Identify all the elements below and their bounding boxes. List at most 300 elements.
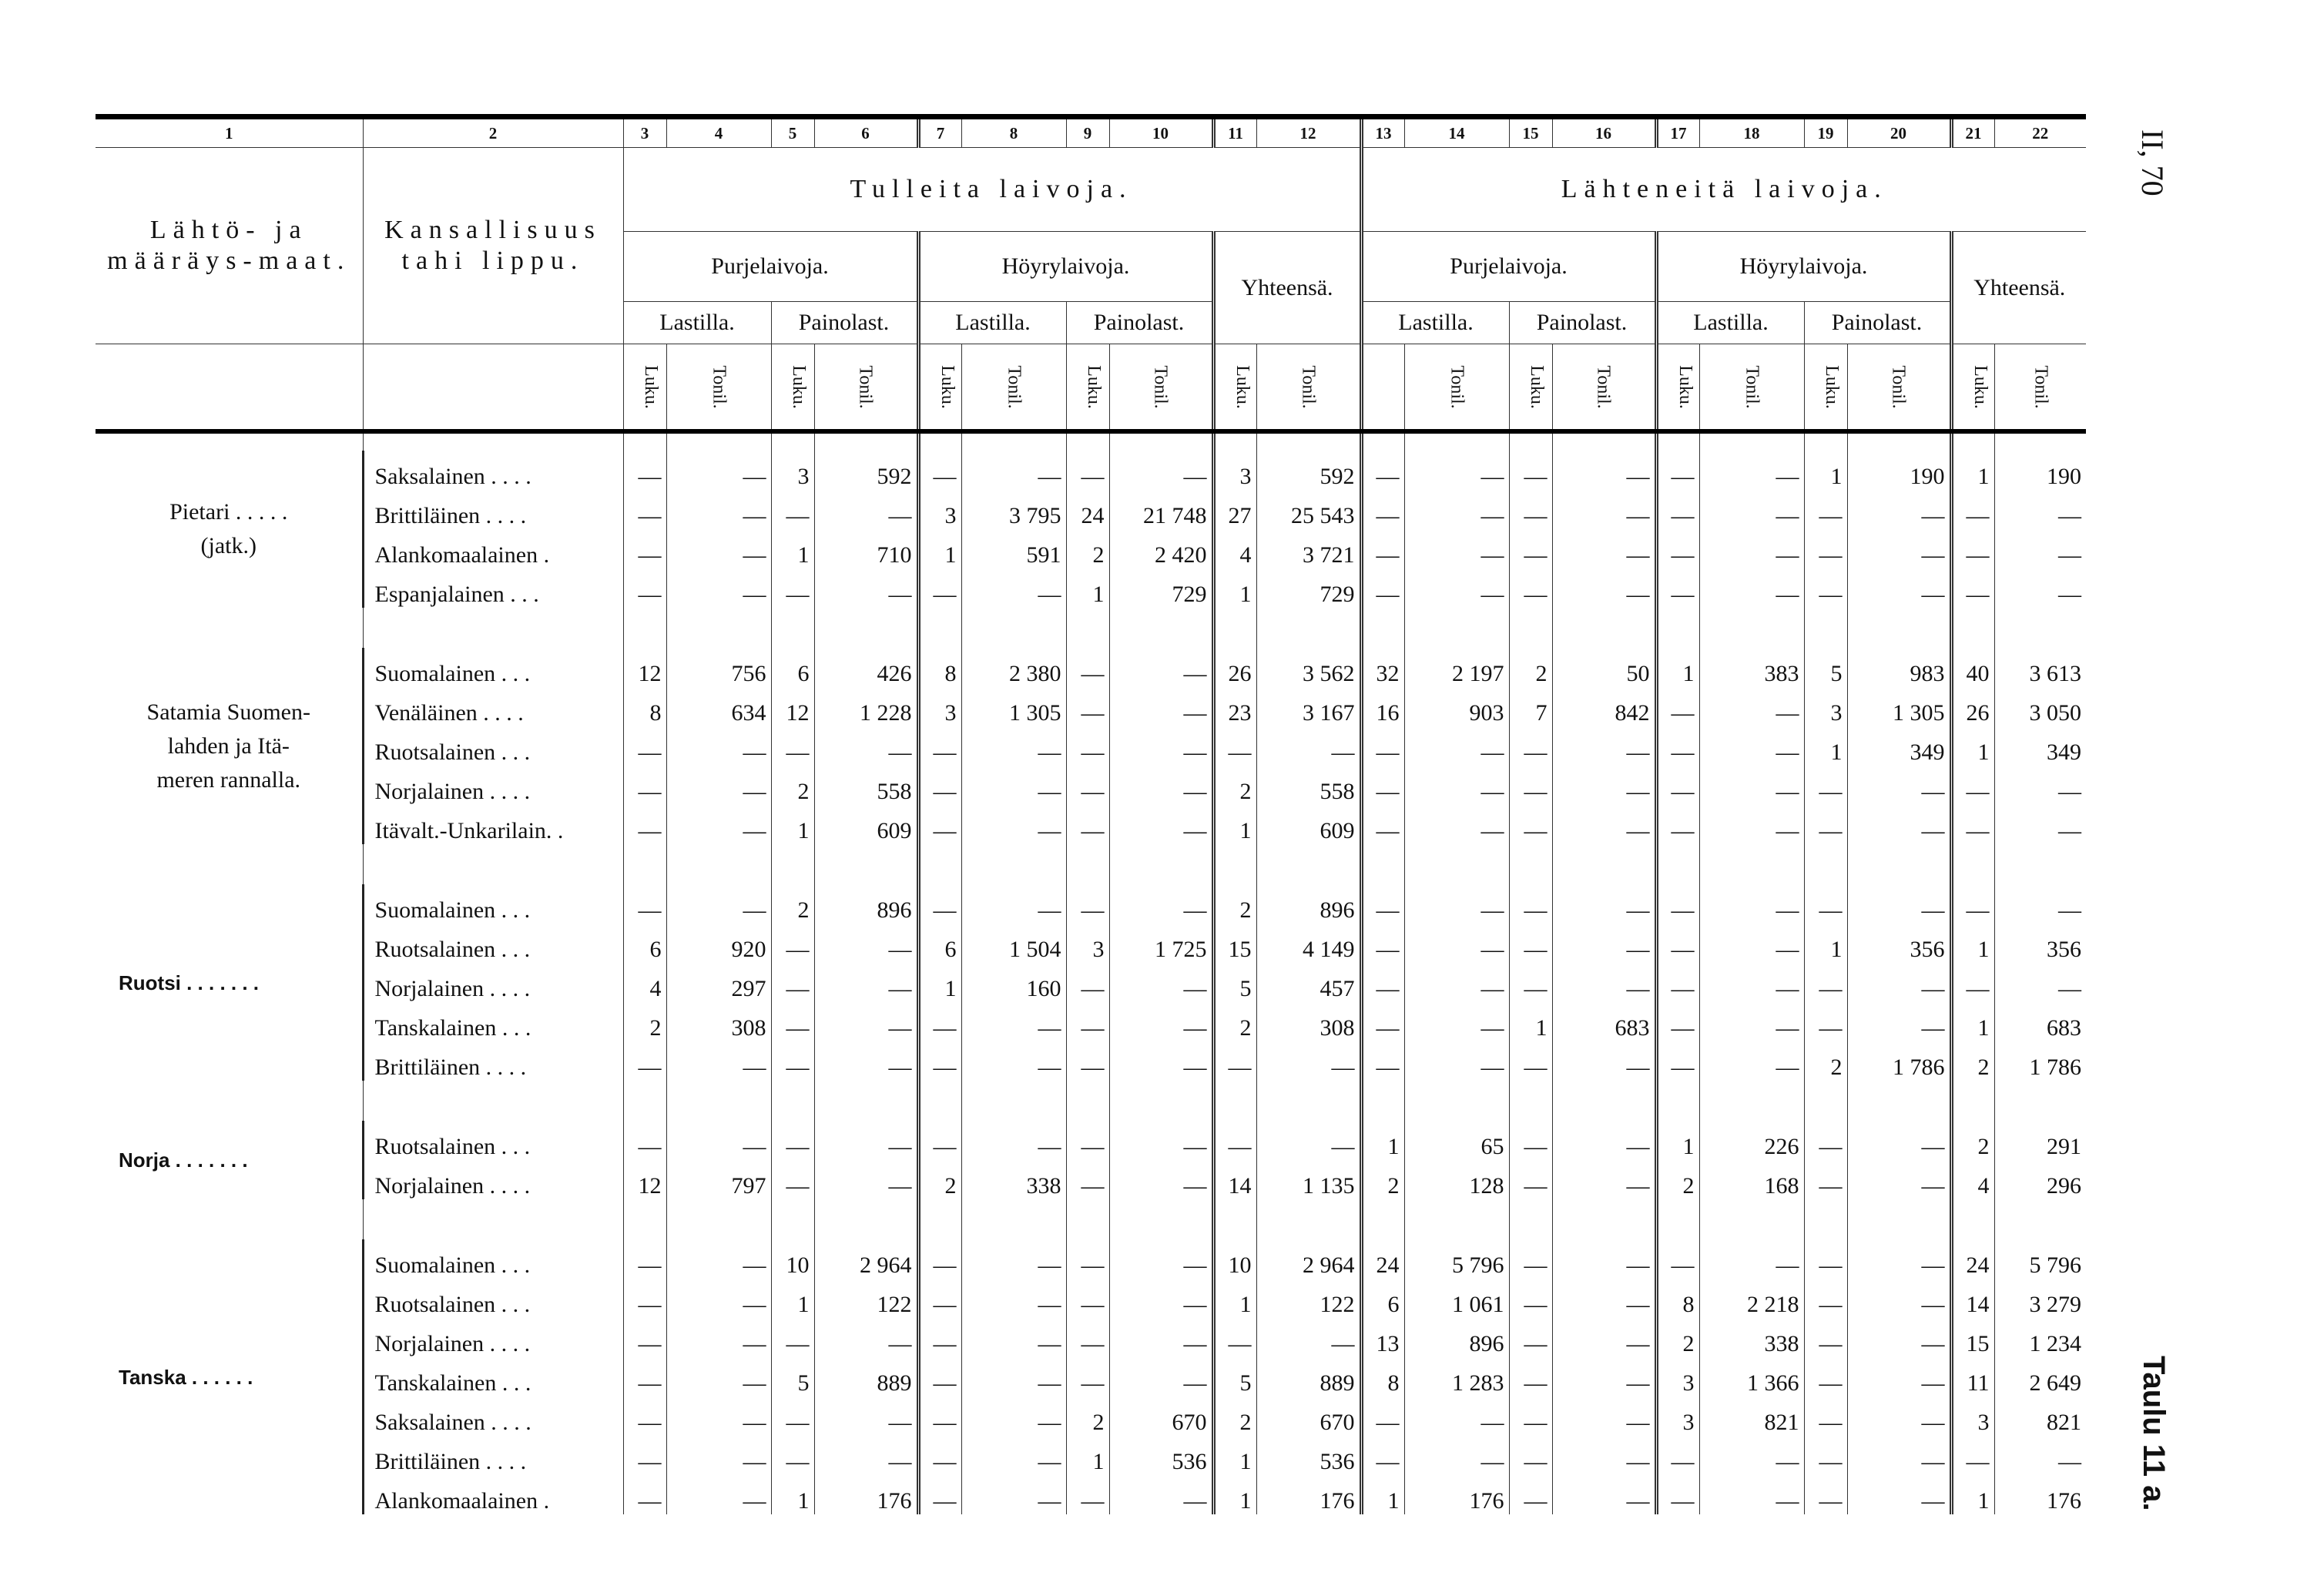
tons-cell: —: [1404, 924, 1509, 963]
tons-cell: —: [2058, 897, 2081, 923]
count-cell: 26: [1951, 687, 1994, 726]
tons-cell: —: [1256, 1121, 1361, 1160]
count-cell: 1: [1213, 568, 1256, 608]
count-cell: 3: [1656, 1396, 1699, 1436]
tons-cell: 338: [961, 1160, 1066, 1199]
table-row: [96, 687, 2086, 726]
tons-cell: 729: [1109, 568, 1213, 608]
spacer-cell: [1256, 608, 1361, 648]
count-cell: 2: [1509, 648, 1552, 687]
count-cell: —: [1656, 1002, 1699, 1041]
tons-cell: —: [1699, 1239, 1804, 1279]
spacer-cell: [1361, 608, 1404, 648]
tons-cell: 2 218: [1699, 1279, 1804, 1318]
total-header: Yhteensä.: [1951, 232, 2086, 344]
spacer-cell: [1994, 1199, 2086, 1239]
count-cell: —: [1509, 805, 1552, 844]
count-cell: —: [1656, 451, 1699, 490]
count-unit-label: Luku.: [1232, 364, 1252, 409]
tons-cell: —: [1699, 1436, 1804, 1475]
count-cell: 4: [1213, 529, 1256, 568]
flag-nationality: Alankomaalainen .: [363, 529, 623, 568]
count-cell: —: [1951, 529, 1994, 568]
tons-cell: 558: [814, 766, 918, 805]
count-cell: —: [623, 529, 666, 568]
count-cell: 1: [1951, 924, 1994, 963]
tons-cell: —: [814, 1041, 918, 1081]
count-cell: —: [918, 1002, 961, 1041]
count-cell: —: [918, 1396, 961, 1436]
tons-cell: —: [1404, 568, 1509, 608]
tons-cell: —: [814, 1002, 918, 1041]
count-cell: 1: [1066, 568, 1109, 608]
count-cell: —: [1804, 1475, 1847, 1514]
sail-header: Purjelaivoja.: [623, 232, 918, 302]
count-cell: —: [623, 1239, 666, 1279]
table-reference: Taulu 11 a.: [2137, 1356, 2171, 1511]
tons-unit-header: [1552, 344, 1656, 432]
tons-cell: —: [1404, 805, 1509, 844]
count-cell: —: [1509, 451, 1552, 490]
spacer-cell: [1804, 608, 1847, 648]
spacer-cell: [814, 1081, 918, 1121]
tons-unit-header: [1256, 344, 1361, 432]
tons-unit-label: Tonil.: [1004, 364, 1024, 409]
table-row: [96, 1160, 2086, 1199]
count-unit-label: Luku.: [788, 364, 809, 409]
tons-cell: 4 149: [1256, 924, 1361, 963]
tons-cell: —: [1256, 1318, 1361, 1357]
tons-cell: 176: [1404, 1475, 1509, 1514]
spacer-cell: [1994, 608, 2086, 648]
count-cell: —: [1509, 766, 1552, 805]
spacer-cell: [1699, 1081, 1804, 1121]
count-cell: —: [1656, 726, 1699, 766]
tons-cell: —: [1847, 1318, 1951, 1357]
origin-country: Norja . . . . . . .: [96, 1121, 363, 1199]
count-cell: 14: [1951, 1279, 1994, 1318]
tons-cell: 683: [1552, 1002, 1656, 1041]
tons-cell: 842: [1552, 687, 1656, 726]
tons-cell: —: [1847, 1436, 1951, 1475]
count-cell: —: [1804, 529, 1847, 568]
section-spacer: [96, 431, 2086, 451]
tons-cell: —: [1847, 1121, 1951, 1160]
tons-unit-header: [1847, 344, 1951, 432]
tons-cell: —: [1552, 1396, 1656, 1436]
spacer-cell: [623, 844, 666, 884]
tons-cell: —: [1256, 1041, 1361, 1081]
section-spacer: [96, 1081, 2086, 1121]
tons-cell: —: [1552, 451, 1656, 490]
tons-cell: —: [1847, 884, 1951, 924]
tons-cell: —: [814, 963, 918, 1002]
tons-cell: —: [961, 805, 1066, 844]
count-unit-header: [771, 344, 814, 432]
table-row: [96, 1396, 2086, 1436]
spacer-cell: [96, 1199, 363, 1239]
count-cell: —: [1804, 1002, 1847, 1041]
count-cell: —: [1066, 1318, 1109, 1357]
tons-cell: 2 380: [961, 648, 1066, 687]
tons-cell: —: [1699, 924, 1804, 963]
arrived-header: Tulleita laivoja.: [623, 148, 1361, 232]
count-cell: 23: [1213, 687, 1256, 726]
spacer-cell: [666, 1081, 771, 1121]
steam-header: Höyrylaivoja.: [918, 232, 1213, 302]
spacer-cell: [771, 1081, 814, 1121]
tons-cell: —: [814, 924, 918, 963]
count-cell: 1: [1951, 1002, 1994, 1041]
tons-cell: —: [1404, 963, 1509, 1002]
count-cell: 8: [1361, 1357, 1404, 1396]
flag-nationality: Ruotsalainen . . .: [363, 1279, 623, 1318]
tons-cell: 591: [961, 529, 1066, 568]
spacer-cell: [1213, 608, 1256, 648]
count-cell: —: [1656, 1239, 1699, 1279]
spacer-cell: [1256, 844, 1361, 884]
count-cell: 1: [1066, 1436, 1109, 1475]
table-body: [96, 431, 2086, 1514]
spacer-cell: [814, 1199, 918, 1239]
tons-cell: —: [961, 1239, 1066, 1279]
count-cell: —: [1361, 1436, 1404, 1475]
tons-cell: 896: [1256, 884, 1361, 924]
count-cell: —: [1804, 805, 1847, 844]
flag-nationality: Tanskalainen . . .: [363, 1002, 623, 1041]
spacer-cell: [1066, 431, 1109, 451]
count-cell: —: [1066, 1475, 1109, 1514]
section-spacer: [96, 1199, 2086, 1239]
count-cell: —: [1951, 490, 1994, 529]
count-cell: 12: [623, 1160, 666, 1199]
count-cell: —: [918, 726, 961, 766]
tons-cell: 536: [1109, 1436, 1213, 1475]
tons-cell: 729: [1256, 568, 1361, 608]
tons-cell: —: [666, 1041, 771, 1081]
spacer-cell: [1361, 1199, 1404, 1239]
count-cell: 2: [1951, 1041, 1994, 1081]
count-unit-label: Luku.: [1821, 364, 1842, 409]
spacer-cell: [1066, 1081, 1109, 1121]
tons-cell: —: [666, 805, 771, 844]
spacer-cell: [1256, 431, 1361, 451]
origin-country: Satamia Suomen- lahden ja Itä- meren rannalla.: [96, 648, 363, 844]
tons-cell: —: [814, 726, 918, 766]
count-cell: 1: [771, 805, 814, 844]
table-row: [96, 1436, 2086, 1475]
column-number: 13: [1361, 117, 1404, 148]
column-number: 18: [1699, 117, 1804, 148]
tons-cell: —: [1404, 1002, 1509, 1041]
count-cell: —: [1509, 1436, 1552, 1475]
spacer-cell: [1404, 608, 1509, 648]
flag-nationality: Norjalainen . . . .: [363, 1160, 623, 1199]
count-cell: —: [1509, 1279, 1552, 1318]
flag-unit-blank: [363, 344, 623, 432]
count-cell: —: [771, 1121, 814, 1160]
tons-cell: —: [1109, 963, 1213, 1002]
spacer-cell: [363, 431, 623, 451]
spacer-cell: [1361, 1081, 1404, 1121]
spacer-cell: [1109, 1081, 1213, 1121]
count-unit-header: [1804, 344, 1847, 432]
tons-cell: 338: [1699, 1318, 1804, 1357]
tons-unit-label: Tonil.: [1888, 364, 1909, 409]
tons-cell: 2 649: [2029, 1370, 2081, 1396]
tons-cell: 2 420: [1109, 529, 1213, 568]
count-cell: —: [1509, 1160, 1552, 1199]
count-cell: 3: [771, 451, 814, 490]
tons-cell: —: [1847, 805, 1951, 844]
count-unit-header: [1361, 344, 1404, 432]
tons-cell: —: [2058, 818, 2081, 843]
section-spacer: [96, 844, 2086, 884]
tons-cell: 1 504: [961, 924, 1066, 963]
spacer-cell: [96, 844, 363, 884]
count-cell: —: [1361, 924, 1404, 963]
table-row: [96, 1279, 2086, 1318]
count-cell: 7: [1509, 687, 1552, 726]
tons-cell: —: [1256, 726, 1361, 766]
tons-cell: —: [961, 1396, 1066, 1436]
tons-cell: —: [2058, 976, 2081, 1001]
tons-cell: —: [961, 1318, 1066, 1357]
count-cell: —: [918, 1041, 961, 1081]
count-cell: —: [1951, 1436, 1994, 1475]
tons-unit-label: Tonil.: [1447, 364, 1467, 409]
tons-cell: 670: [1109, 1396, 1213, 1436]
count-cell: 1: [1361, 1121, 1404, 1160]
count-cell: —: [771, 490, 814, 529]
tons-cell: —: [1109, 1318, 1213, 1357]
tons-cell: —: [1404, 490, 1509, 529]
flag-nationality: Norjalainen . . . .: [363, 963, 623, 1002]
spacer-cell: [814, 844, 918, 884]
count-cell: —: [1656, 963, 1699, 1002]
spacer-cell: [1509, 1199, 1552, 1239]
count-cell: —: [1361, 1002, 1404, 1041]
tons-cell: —: [1847, 1002, 1951, 1041]
spacer-cell: [1699, 431, 1804, 451]
tons-cell: —: [666, 1279, 771, 1318]
count-cell: —: [918, 1436, 961, 1475]
tons-cell: 536: [1256, 1436, 1361, 1475]
table-row: [96, 766, 2086, 805]
laden-header: Lastilla.: [1361, 302, 1509, 344]
spacer-cell: [1552, 1199, 1656, 1239]
spacer-cell: [1361, 844, 1404, 884]
tons-cell: 3 562: [1256, 648, 1361, 687]
count-cell: —: [918, 1475, 961, 1514]
tons-cell: 190: [2047, 464, 2081, 489]
spacer-cell: [1509, 1081, 1552, 1121]
tons-cell: 176: [814, 1475, 918, 1514]
count-cell: 2: [918, 1160, 961, 1199]
tons-cell: —: [1552, 1318, 1656, 1357]
spacer-cell: [1804, 1081, 1847, 1121]
count-cell: —: [623, 1279, 666, 1318]
tons-cell: —: [1847, 568, 1951, 608]
tons-cell: —: [666, 884, 771, 924]
count-cell: —: [918, 805, 961, 844]
count-cell: 2: [771, 884, 814, 924]
tons-cell: —: [1109, 884, 1213, 924]
tons-cell: —: [961, 568, 1066, 608]
count-cell: —: [1066, 1279, 1109, 1318]
tons-cell: —: [1847, 963, 1951, 1002]
table-row: [96, 529, 2086, 568]
count-cell: 3: [1804, 687, 1847, 726]
count-cell: —: [1066, 1239, 1109, 1279]
tons-cell: 5 796: [1404, 1239, 1509, 1279]
tons-cell: 609: [1256, 805, 1361, 844]
laden-header: Lastilla.: [623, 302, 771, 344]
spacer-cell: [961, 1199, 1066, 1239]
tons-cell: —: [1109, 1239, 1213, 1279]
column-number: 4: [666, 117, 771, 148]
tons-cell: 3 050: [2029, 700, 2081, 726]
count-cell: 2: [1951, 1121, 1994, 1160]
tons-cell: —: [1109, 1121, 1213, 1160]
spacer-cell: [666, 844, 771, 884]
column-number: 11: [1213, 117, 1256, 148]
count-cell: 2: [771, 766, 814, 805]
count-cell: —: [1509, 884, 1552, 924]
spacer-cell: [771, 431, 814, 451]
count-cell: 8: [918, 648, 961, 687]
count-cell: —: [1804, 1239, 1847, 1279]
count-cell: —: [1656, 1041, 1699, 1081]
count-cell: 24: [1066, 490, 1109, 529]
tons-cell: —: [1109, 687, 1213, 726]
count-cell: —: [1213, 726, 1256, 766]
tons-cell: 1 786: [1847, 1041, 1951, 1081]
tons-cell: —: [814, 568, 918, 608]
tons-cell: —: [1552, 529, 1656, 568]
tons-cell: 308: [1256, 1002, 1361, 1041]
count-cell: —: [918, 766, 961, 805]
tons-cell: —: [1404, 1396, 1509, 1436]
count-cell: —: [1804, 963, 1847, 1002]
spacer-cell: [1656, 1081, 1699, 1121]
count-cell: —: [1509, 490, 1552, 529]
spacer-cell: [918, 844, 961, 884]
count-cell: 2: [1213, 766, 1256, 805]
tons-cell: 426: [814, 648, 918, 687]
tons-cell: —: [2058, 503, 2081, 528]
count-cell: 1: [1361, 1475, 1404, 1514]
count-cell: —: [918, 1357, 961, 1396]
count-unit-header: [918, 344, 961, 432]
spacer-cell: [623, 431, 666, 451]
count-cell: —: [1509, 963, 1552, 1002]
spacer-cell: [1066, 608, 1109, 648]
spacer-cell: [1509, 608, 1552, 648]
count-cell: 1: [1951, 726, 1994, 766]
count-cell: —: [1509, 1357, 1552, 1396]
flag-nationality: Norjalainen . . . .: [363, 1318, 623, 1357]
tons-cell: —: [1699, 963, 1804, 1002]
count-cell: 4: [623, 963, 666, 1002]
count-cell: 1: [1656, 1121, 1699, 1160]
tons-cell: —: [814, 1160, 918, 1199]
count-cell: —: [1656, 1436, 1699, 1475]
tons-cell: 1 234: [2029, 1331, 2081, 1356]
count-cell: 24: [1951, 1239, 1994, 1279]
tons-unit-label: Tonil.: [709, 364, 729, 409]
origin-country: Pietari . . . . . (jatk.): [96, 451, 363, 608]
tons-cell: 21 748: [1109, 490, 1213, 529]
table-row: [96, 884, 2086, 924]
tons-cell: 983: [1847, 648, 1951, 687]
column-number: 22: [1994, 117, 2086, 148]
count-cell: —: [771, 1318, 814, 1357]
count-cell: —: [623, 490, 666, 529]
tons-cell: —: [1109, 1279, 1213, 1318]
tons-cell: —: [666, 568, 771, 608]
spacer-cell: [1552, 1081, 1656, 1121]
count-cell: —: [623, 1041, 666, 1081]
tons-cell: 1 228: [814, 687, 918, 726]
count-cell: —: [1213, 1041, 1256, 1081]
count-cell: —: [1656, 884, 1699, 924]
flag-nationality: Saksalainen . . . .: [363, 451, 623, 490]
spacer-cell: [1699, 608, 1804, 648]
tons-cell: —: [2058, 779, 2081, 804]
tons-cell: 122: [814, 1279, 918, 1318]
spacer-cell: [1213, 1199, 1256, 1239]
spacer-cell: [1404, 431, 1509, 451]
tons-cell: —: [961, 1436, 1066, 1475]
flag-nationality: Ruotsalainen . . .: [363, 726, 623, 766]
spacer-cell: [918, 431, 961, 451]
spacer-cell: [771, 1199, 814, 1239]
count-cell: —: [1656, 1475, 1699, 1514]
count-cell: 1: [1804, 451, 1847, 490]
tons-cell: —: [1109, 726, 1213, 766]
count-cell: 3: [918, 687, 961, 726]
count-cell: 5: [1213, 963, 1256, 1002]
count-cell: —: [1951, 766, 1994, 805]
count-cell: —: [1361, 568, 1404, 608]
count-cell: —: [1804, 1121, 1847, 1160]
count-cell: 2: [623, 1002, 666, 1041]
count-cell: —: [1361, 884, 1404, 924]
count-cell: —: [1656, 766, 1699, 805]
count-cell: 4: [1951, 1160, 1994, 1199]
column-number: 17: [1656, 117, 1699, 148]
count-cell: 1: [1213, 1475, 1256, 1514]
tons-cell: —: [1847, 529, 1951, 568]
column-number: 5: [771, 117, 814, 148]
spacer-cell: [1951, 1081, 1994, 1121]
spacer-cell: [918, 1199, 961, 1239]
count-cell: 10: [1213, 1239, 1256, 1279]
spacer-cell: [1699, 844, 1804, 884]
tons-cell: —: [814, 1318, 918, 1357]
count-cell: —: [1509, 924, 1552, 963]
count-cell: —: [771, 924, 814, 963]
column-number: 8: [961, 117, 1066, 148]
count-cell: —: [623, 1318, 666, 1357]
count-cell: —: [1361, 1396, 1404, 1436]
tons-cell: —: [1847, 1475, 1951, 1514]
table-row: [96, 726, 2086, 766]
spacer-cell: [1404, 1081, 1509, 1121]
count-cell: 12: [771, 687, 814, 726]
count-cell: —: [1656, 687, 1699, 726]
